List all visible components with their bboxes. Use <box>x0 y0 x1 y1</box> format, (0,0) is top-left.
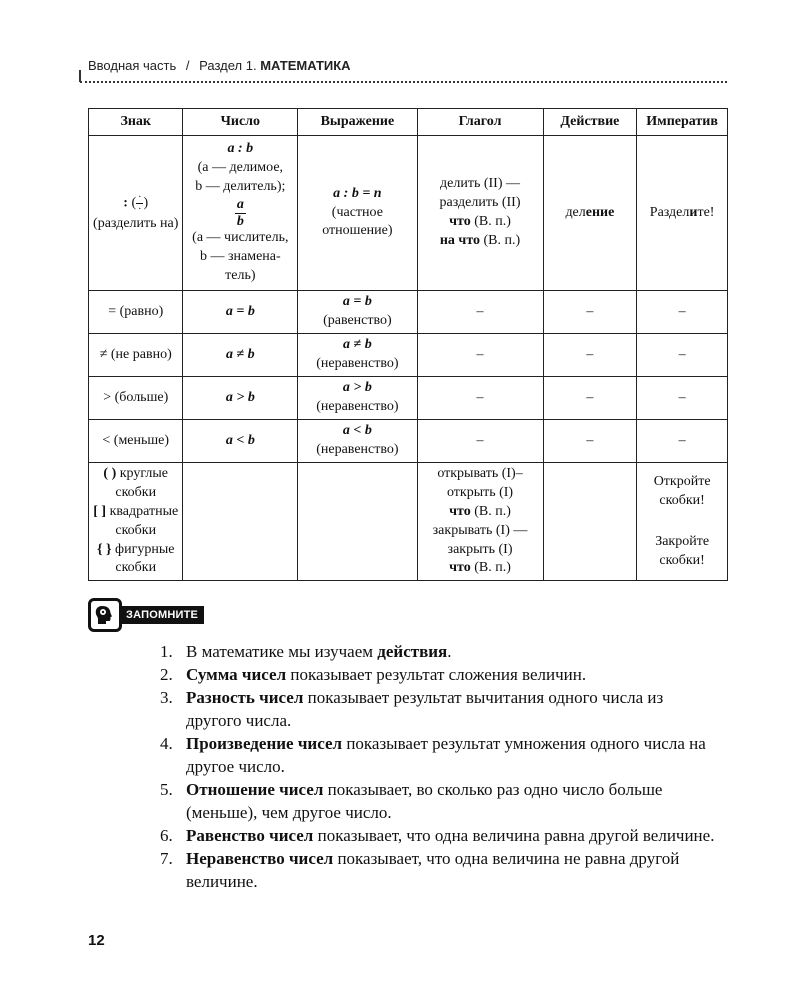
cell-sign: < (меньше) <box>89 420 183 463</box>
cell-action: – <box>543 377 637 420</box>
table-row-division <box>89 136 728 291</box>
verb-divide-case-1: что (В. п.) <box>449 214 511 229</box>
cell-number: a < b <box>183 420 298 463</box>
cell-action: – <box>543 334 637 377</box>
remember-badge <box>88 597 204 633</box>
running-header <box>88 58 351 73</box>
cell-number: a ≠ b <box>183 334 298 377</box>
verb-close-case: что (В. п.) <box>449 560 511 576</box>
table-header-row <box>89 109 728 136</box>
cell-expression: a = b (равенство) <box>298 291 417 334</box>
imperative-open: Откройте скобки! <box>653 473 711 508</box>
cell-imperative: – <box>637 291 728 334</box>
cell-action: – <box>543 420 637 463</box>
verb-open-case: что (В. п.) <box>449 503 511 519</box>
cell-imperative-brackets <box>637 463 728 581</box>
imperative-close: Закройте скобки! <box>655 533 710 568</box>
curly-brackets: { } фигурные скобки <box>96 541 175 576</box>
division-note-5: тель) <box>225 267 256 283</box>
cell-verb: – <box>417 291 543 334</box>
verb-divide-case-2: на что (В. п.) <box>439 232 521 248</box>
col-header-verb: Глагол <box>417 109 543 136</box>
quotient-expression: a : b = n <box>333 185 382 201</box>
header-chapter: Раздел 1. <box>199 58 257 73</box>
cell-expression: a ≠ b (неравенство) <box>298 334 417 377</box>
cell-number: a = b <box>183 291 298 334</box>
division-sign-text: (разделить на) <box>93 216 179 232</box>
col-header-sign: Знак <box>89 109 183 136</box>
page-number: 12 <box>88 932 105 949</box>
cell-imperative: – <box>637 334 728 377</box>
list-item: 5. Отношение чисел показывает, во сколько раз одно число больше (меньше), чем другое число. <box>160 780 663 822</box>
table-row-brackets <box>89 463 728 581</box>
cell-verb: – <box>417 420 543 463</box>
cell-imperative: – <box>637 377 728 420</box>
quotient-desc: (частное отношение) <box>322 204 393 239</box>
head-icon <box>88 598 122 632</box>
division-note-2: b — делитель); <box>195 179 286 195</box>
list-item: 1. В математике мы изучаем действия. <box>160 642 452 661</box>
cell-expression: a < b (неравенство) <box>298 420 417 463</box>
header-section: Вводная часть <box>88 58 177 73</box>
list-item: 4. Произведение чисел показывает результат умножения одного числа на другое число. <box>160 734 706 776</box>
verb-close-1: закрывать (I) — <box>432 522 528 538</box>
list-item: 7. Неравенство чисел показывает, что одна величина не равна другой величине. <box>160 849 680 891</box>
cell-verb-brackets <box>417 463 543 581</box>
cell-expression-brackets <box>298 463 417 581</box>
cell-sign-brackets <box>89 463 183 581</box>
rules-list <box>160 640 720 893</box>
table-row-not-equal <box>89 334 728 377</box>
col-header-imperative: Императив <box>637 109 728 136</box>
division-note-4: b — знамена- <box>199 248 281 264</box>
cell-action: – <box>543 291 637 334</box>
cell-number-division <box>183 136 298 291</box>
cell-expression: a > b (неравенство) <box>298 377 417 420</box>
table-row-greater <box>89 377 728 420</box>
cell-sign: = (равно) <box>89 291 183 334</box>
verb-divide-2: разделить (II) <box>439 195 521 211</box>
cell-verb: – <box>417 334 543 377</box>
cell-sign: > (больше) <box>89 377 183 420</box>
square-brackets: [ ] квадратные скобки <box>93 503 179 538</box>
cell-imperative-division: Разделите! <box>637 136 728 291</box>
fraction-a-over-b: $\frac{a}{b}$ <box>236 197 244 229</box>
division-symbol: : ( $\frac{\cdot}{\cdot}$ ) <box>123 192 149 216</box>
cell-action-brackets <box>543 463 637 581</box>
verb-open-2: открыть (I) <box>446 484 514 500</box>
col-header-number: Число <box>183 109 298 136</box>
header-rule <box>80 81 727 83</box>
cell-number: a > b <box>183 377 298 420</box>
col-header-expression: Выражение <box>298 109 417 136</box>
list-item: 3. Разность чисел показывает результат вычитания одного числа из другого числа. <box>160 688 664 730</box>
cell-sign-division <box>89 136 183 291</box>
col-header-action: Действие <box>543 109 637 136</box>
list-item: 6. Равенство чисел показывает, что одна величина равна другой величине. <box>160 826 715 845</box>
cell-verb-division <box>417 136 543 291</box>
table-row-less <box>89 420 728 463</box>
math-signs-table <box>88 108 728 581</box>
division-note-3: (a — числитель, <box>192 229 289 245</box>
cell-action-division: деление <box>543 136 637 291</box>
division-mini-fraction-icon: $\frac{\cdot}{\cdot}$ <box>138 192 142 216</box>
cell-sign: ≠ (не равно) <box>89 334 183 377</box>
cell-imperative: – <box>637 420 728 463</box>
division-expression: a : b <box>227 141 254 157</box>
cell-verb: – <box>417 377 543 420</box>
verb-close-2: закрыть (I) <box>447 541 513 557</box>
division-note-1: (a — делимое, <box>197 160 284 176</box>
list-item: 2. Сумма чисел показывает результат сложения величин. <box>160 665 587 684</box>
verb-divide-1: делить (II) — <box>440 176 520 192</box>
header-separator: / <box>185 58 190 73</box>
round-brackets: ( ) круглые скобки <box>103 466 169 500</box>
cell-expression-division <box>298 136 417 291</box>
verb-open-1: открывать (I)– <box>437 466 523 481</box>
remember-label: ЗАПОМНИТЕ <box>120 606 204 624</box>
table-row-equal <box>89 291 728 334</box>
header-chapter-title: МАТЕМАТИКА <box>260 58 351 73</box>
cell-number-brackets <box>183 463 298 581</box>
